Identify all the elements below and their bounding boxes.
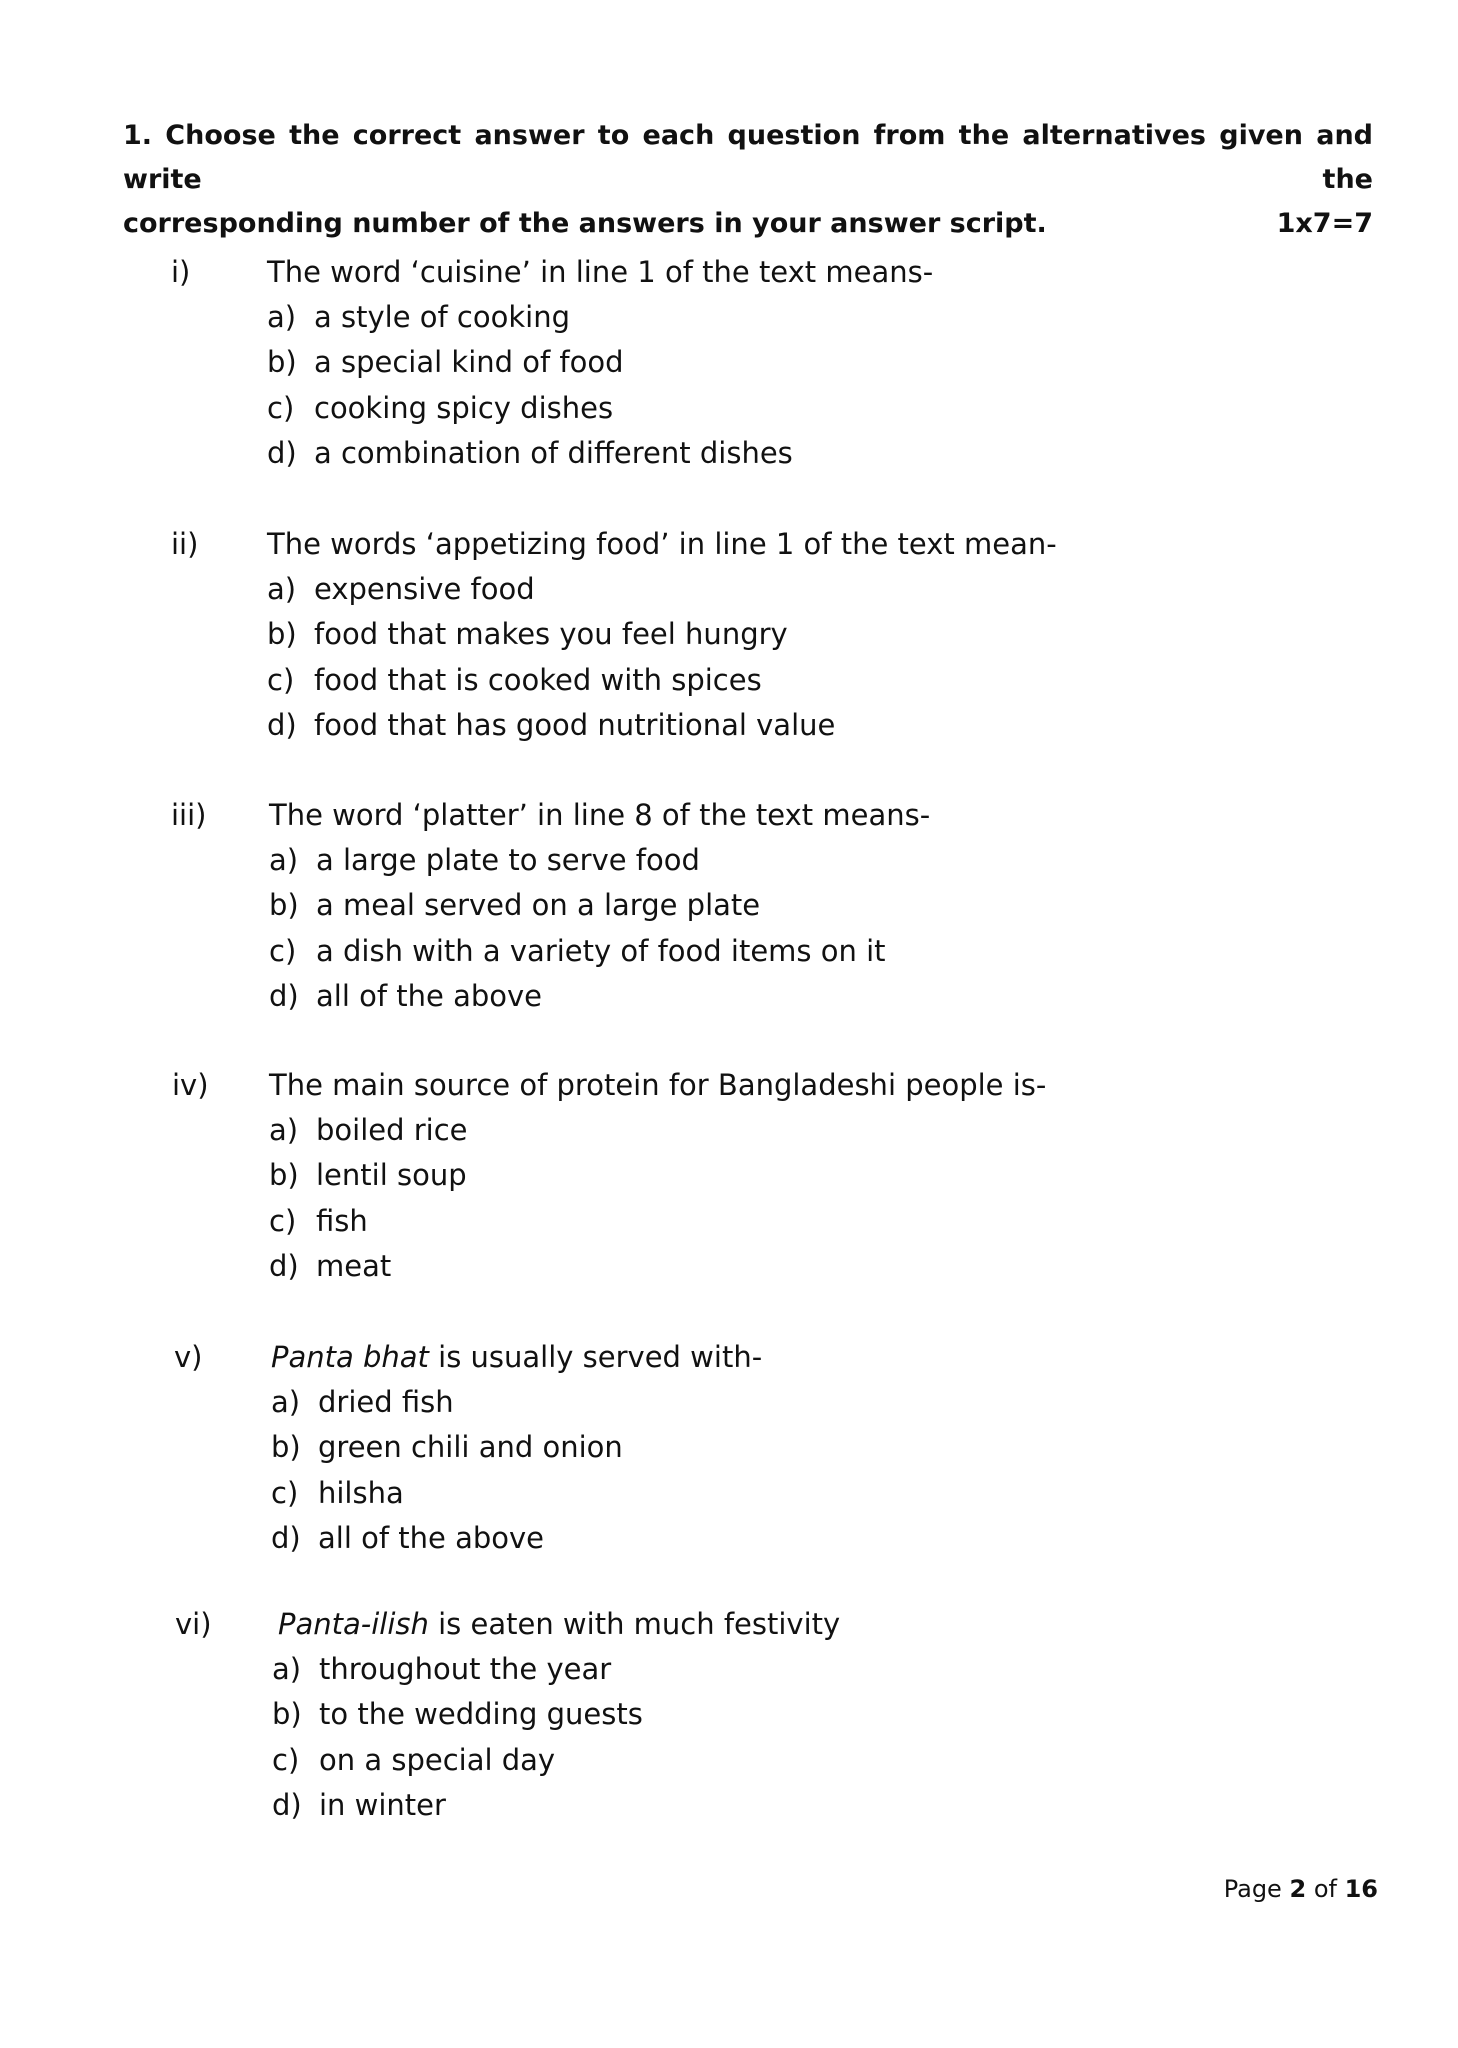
option-item [272, 1692, 643, 1737]
option-text: dried fish [318, 1385, 454, 1419]
option-item [267, 295, 793, 340]
option-item [271, 1471, 623, 1516]
option-letter: c) [267, 390, 295, 425]
option-letter: c) [269, 933, 297, 968]
option-text: all of the above [318, 1520, 545, 1555]
option-letter: d) [271, 1520, 301, 1555]
option-item [272, 1738, 643, 1783]
question-stem: The main source of protein for Bangladeshi people is- [269, 1068, 1047, 1102]
question-number: iv) [172, 1068, 209, 1102]
stem-italic: Panta bhat [271, 1340, 429, 1374]
page-word: Page [1223, 1875, 1282, 1903]
option-item [269, 1108, 468, 1153]
question-stem: The word ‘platter’ in line 8 of the text means- [269, 798, 931, 832]
option-letter: b) [267, 345, 297, 380]
option-letter: a) [269, 843, 299, 877]
question-number: vi) [175, 1607, 212, 1641]
option-letter: a) [269, 1113, 299, 1147]
option-text: a combination of different dishes [314, 435, 793, 470]
option-item [269, 1153, 468, 1198]
option-item [267, 431, 793, 476]
option-letter: d) [267, 707, 297, 742]
option-text: a meal served on a large plate [316, 888, 761, 923]
option-text: food that is cooked with spices [314, 662, 762, 697]
option-item [272, 1647, 643, 1692]
instruction-line-1: 1. Choose the correct answer to each question from the alternatives given and write the [123, 120, 1373, 195]
option-item [271, 1380, 623, 1425]
option-text: a large plate to serve food [316, 843, 700, 877]
option-text: food that has good nutritional value [314, 707, 836, 742]
option-item [269, 1199, 468, 1244]
current-page: 2 [1289, 1875, 1307, 1903]
option-item [267, 567, 835, 612]
marks-label: 1x7=7 [1276, 208, 1373, 239]
option-text: cooking spicy dishes [314, 390, 614, 425]
question-stem: The word ‘cuisine’ in line 1 of the text means- [267, 255, 934, 289]
option-letter: c) [271, 1475, 299, 1510]
option-list [272, 1647, 643, 1828]
of-word: of [1313, 1875, 1337, 1903]
option-item [269, 929, 886, 974]
option-item [271, 1516, 623, 1561]
option-text: a dish with a variety of food items on it [316, 933, 886, 968]
option-letter: c) [272, 1742, 300, 1777]
option-text: hilsha [318, 1475, 404, 1510]
option-list [271, 1380, 623, 1561]
total-pages: 16 [1344, 1875, 1378, 1903]
option-letter: d) [269, 1248, 299, 1283]
option-text: all of the above [316, 978, 543, 1013]
option-item [269, 883, 886, 928]
option-letter: a) [271, 1385, 301, 1419]
option-text: a style of cooking [314, 300, 570, 334]
option-text: boiled rice [316, 1113, 468, 1147]
option-item [269, 974, 886, 1019]
option-list [269, 838, 886, 1019]
option-text: throughout the year [319, 1652, 612, 1686]
option-letter: b) [272, 1697, 302, 1732]
question-stem [278, 1602, 840, 1647]
option-letter: d) [269, 978, 299, 1013]
stem-rest: is usually served with- [428, 1340, 763, 1374]
option-letter: a) [272, 1652, 302, 1686]
option-text: in winter [319, 1787, 446, 1822]
question-number: ii) [171, 527, 199, 561]
option-item [269, 838, 886, 883]
question-instruction [123, 114, 1373, 246]
option-text: lentil soup [316, 1158, 467, 1193]
option-list [267, 567, 835, 748]
option-letter: d) [272, 1787, 302, 1822]
option-text: expensive food [314, 572, 535, 606]
option-item [267, 703, 835, 748]
option-text: green chili and onion [318, 1430, 623, 1465]
stem-italic: Panta-ilish [278, 1607, 429, 1641]
option-list [267, 295, 793, 476]
question-stem: The words ‘appetizing food’ in line 1 of the text mean- [267, 527, 1057, 561]
option-letter: c) [269, 1203, 297, 1238]
option-letter: b) [267, 617, 297, 652]
option-text: to the wedding guests [319, 1697, 643, 1732]
question-number: i) [171, 255, 191, 289]
option-item [267, 340, 793, 385]
question-number: iii) [171, 798, 207, 832]
question-number: v) [174, 1340, 203, 1374]
option-text: food that makes you feel hungry [314, 617, 788, 652]
instruction-line-2: corresponding number of the answers in your answer script. [123, 208, 1047, 239]
option-letter: b) [271, 1430, 301, 1465]
instruction-line-2-row [123, 202, 1373, 246]
option-item [267, 386, 793, 431]
question-stem [271, 1335, 762, 1380]
page-number [1224, 1872, 1378, 1906]
option-letter: a) [267, 572, 297, 606]
stem-rest: is eaten with much festivity [428, 1607, 841, 1641]
option-item [267, 658, 835, 703]
option-letter: a) [267, 300, 297, 334]
option-item [269, 1244, 468, 1289]
option-letter: c) [267, 662, 295, 697]
option-letter: d) [267, 435, 297, 470]
option-letter: b) [269, 1158, 299, 1193]
option-text: on a special day [319, 1742, 556, 1777]
option-text: fish [316, 1203, 368, 1238]
option-list [269, 1108, 468, 1289]
option-text: a special kind of food [314, 345, 624, 380]
option-item [272, 1783, 643, 1828]
option-text: meat [316, 1248, 392, 1283]
option-letter: b) [269, 888, 299, 923]
option-item [271, 1425, 623, 1470]
option-item [267, 612, 835, 657]
